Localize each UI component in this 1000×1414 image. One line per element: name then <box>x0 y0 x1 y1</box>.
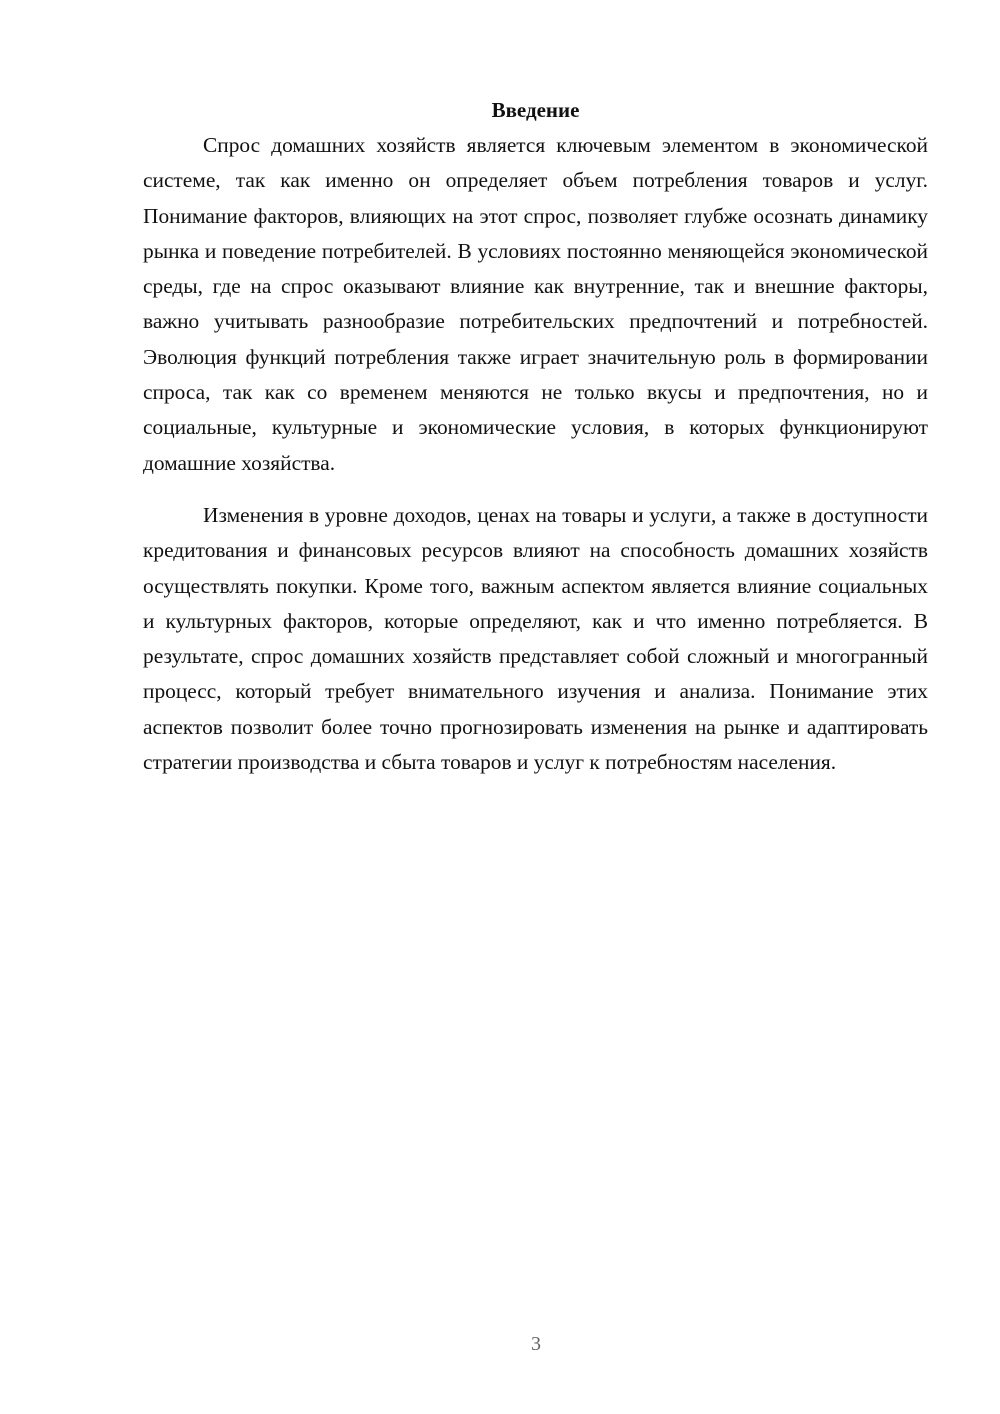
page-content <box>143 92 928 780</box>
paragraph-2: Изменения в уровне доходов, ценах на товары и услуги, а также в доступности кредитования и финансовых ресурсов влияют на способность домашних хозяйств осуществлять покупки. Кроме того, важным аспектом является влияние социальных и культурных факторов, которые определяют, как и что именно потребляется. В результате, спрос домашних хозяйств представляет собой сложный и многогранный процесс, который требует внимательного изучения и анализа. Понимание этих аспектов позволит более точно прогнозировать изменения на рынке и адаптировать стратегии производства и сбыта товаров и услуг к потребностям населения. <box>143 502 928 775</box>
section-heading: Введение <box>491 98 580 122</box>
paragraph-1: Спрос домашних хозяйств является ключевым элементом в экономической системе, так как именно он определяет объем потребления товаров и услуг. Понимание факторов, влияющих на этот спрос, позволяет глубже осознать динамику рынка и поведение потребителей. В условиях постоянно меняющейся экономической среды, где на спрос оказывают влияние как внутренние, так и внешние факторы, важно учитывать разнообразие потребительских предпочтений и потребностей. Эволюция функций потребления также играет значительную роль в формировании спроса, так как со временем меняются не только вкусы и предпочтения, но и социальные, культурные и экономические условия, в которых функционируют домашние хозяйства. <box>143 133 928 475</box>
page-number: 3 <box>531 1333 541 1355</box>
